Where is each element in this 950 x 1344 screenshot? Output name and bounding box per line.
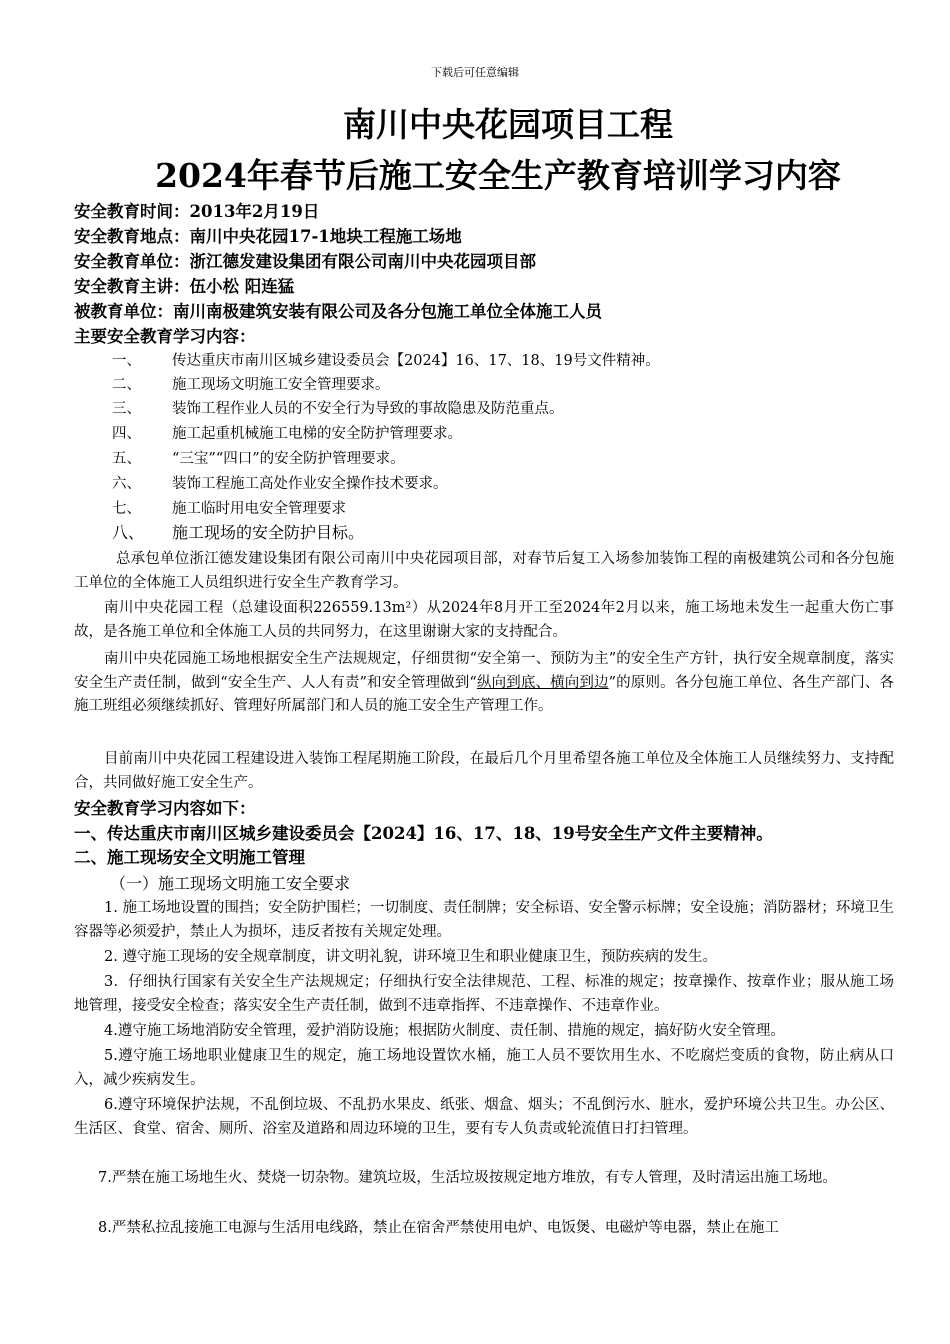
list-item-text: 施工起重机械施工电梯的安全防护管理要求。: [172, 426, 462, 442]
rule-item: 2. 遵守施工现场的安全规章制度，讲文明礼貌，讲环境卫生和职业健康卫生，预防疾病的发生。: [104, 949, 717, 965]
rule-item: 3．仔细执行国家有关安全生产法规规定；仔细执行安全法律规范、工程、标准的规定；按章操作、按章作业；服从施工场地管理，接受安全检查；落实安全生产责任制，做到不违章指挥、不违章操作、不违章作业。: [74, 974, 894, 1014]
paragraph-intro: 总承包单位浙江德发建设集团有限公司南川中央花园项目部，对春节后复工入场参加装饰工程的南极建筑公司和各分包施工单位的全体施工人员组织进行安全生产教育学习。: [74, 551, 894, 591]
info-education-speakers: 安全教育主讲：伍小松 阳连猛: [74, 277, 295, 296]
list-item-number: 四、: [112, 426, 141, 442]
info-education-time: 安全教育时间：2013年2月19日: [74, 202, 320, 221]
document-title-line2: 2024年春节后施工安全生产教育培训学习内容: [155, 156, 841, 195]
rule-item: 6.遵守环境保护法规，不乱倒垃圾、不乱扔水果皮、纸张、烟盒、烟头；不乱倒污水、脏水，爱护环境公共卫生。办公区、生活区、食堂、宿舍、厕所、浴室及道路和周边环境的卫生，要有专人负责或轮流值日打扫管理。: [74, 1097, 894, 1137]
paragraph-text: ”的原则。各分包施工单位、各生产部门、各施工班组必须继续抓好、管理好所属部门和人员的施工安全生产管理工作。: [74, 674, 894, 714]
paragraph-safety-record: 南川中央花园工程（总建设面积226559.13m²）从2024年8月开工至2024年2月以来，施工场地未发生一起重大伤亡事故，是各施工单位和全体施工人员的共同努力，在这里谢谢大家的支持配合。: [74, 600, 894, 640]
section-intro-heading: 安全教育学习内容如下：: [74, 799, 256, 818]
list-item-text: 施工临时用电安全管理要求: [172, 501, 346, 517]
rule-item: 7.严禁在施工场地生火、焚烧一切杂物。建筑垃圾，生活垃圾按规定地方堆放，有专人管理，及时清运出施工场地。: [98, 1170, 837, 1186]
list-item-number: 八、: [112, 523, 145, 542]
rule-item: 4.遵守施工场地消防安全管理，爱护消防设施；根据防火制度、责任制、措施的规定，搞好防火安全管理。: [104, 1023, 785, 1039]
list-item-text: 装饰工程作业人员的不安全行为导致的事故隐患及防范重点。: [172, 401, 564, 417]
paragraph-text: 南川中央花园施工场地根据安全生产法规规定，仔细贯彻“安全第一、预防为主”的安全生产方针，执行安全规章制度，落实安全生产责任制，做到“安全生产、人人有责”和安全管理做到“: [74, 651, 894, 691]
document-title-line1: 南川中央花园项目工程: [343, 105, 673, 144]
rule-item: 5.遵守施工场地职业健康卫生的规定，施工场地设置饮水桶，施工人员不要饮用生水、不吃腐烂变质的食物，防止病从口入，减少疾病发生。: [74, 1048, 894, 1088]
list-item-number: 二、: [112, 377, 141, 393]
info-education-location: 安全教育地点：南川中央花园17-1地块工程施工场地: [74, 227, 462, 246]
list-item-number: 七、: [112, 501, 141, 517]
list-item-number: 一、: [112, 353, 141, 369]
rule-item: 8.严禁私拉乱接施工电源与生活用电线路，禁止在宿舍严禁使用电炉、电饭煲、电磁炉等电器，禁止在施工: [98, 1220, 779, 1236]
header-note: 下载后可任意编辑: [431, 66, 519, 79]
list-item-number: 六、: [112, 476, 141, 492]
info-education-unit: 安全教育单位：浙江德发建设集团有限公司南川中央花园项目部: [74, 252, 536, 271]
list-item-text: 施工现场文明施工安全管理要求。: [172, 377, 390, 393]
list-item-text: 装饰工程施工高处作业安全操作技术要求。: [172, 476, 448, 492]
underlined-phrase: 纵向到底、横向到边: [476, 674, 609, 691]
info-educated-unit: 被教育单位：南川南极建筑安装有限公司及各分包施工单位全体施工人员: [74, 302, 602, 321]
paragraph-safety-policy: [74, 648, 894, 719]
paragraph-current-stage: 目前南川中央花园工程建设进入装饰工程尾期施工阶段，在最后几个月里希望各施工单位及全体施工人员继续努力、支持配合，共同做好施工安全生产。: [74, 751, 894, 791]
list-item-number: 五、: [112, 451, 141, 467]
list-item-text: “三宝”“四口”的安全防护管理要求。: [172, 451, 405, 467]
list-item-number: 三、: [112, 401, 141, 417]
section-heading-1: 一、传达重庆市南川区城乡建设委员会【2024】16、17、18、19号安全生产文件主要精神。: [74, 824, 773, 843]
list-item-text: 传达重庆市南川区城乡建设委员会【2024】16、17、18、19号文件精神。: [172, 353, 660, 369]
list-item-text: 施工现场的安全防护目标。: [172, 523, 365, 542]
rule-item: 1. 施工场地设置的围挡；安全防护围栏；一切制度、责任制牌；安全标语、安全警示标牌；安全设施；消防器材；环境卫生容器等必须爱护，禁止人为损坏，违反者按有关规定处理。: [74, 900, 894, 940]
info-main-content-heading: 主要安全教育学习内容：: [74, 327, 256, 346]
section-heading-2: 二、施工现场安全文明施工管理: [74, 848, 305, 867]
subsection-heading: （一）施工现场文明施工安全要求: [110, 874, 351, 893]
